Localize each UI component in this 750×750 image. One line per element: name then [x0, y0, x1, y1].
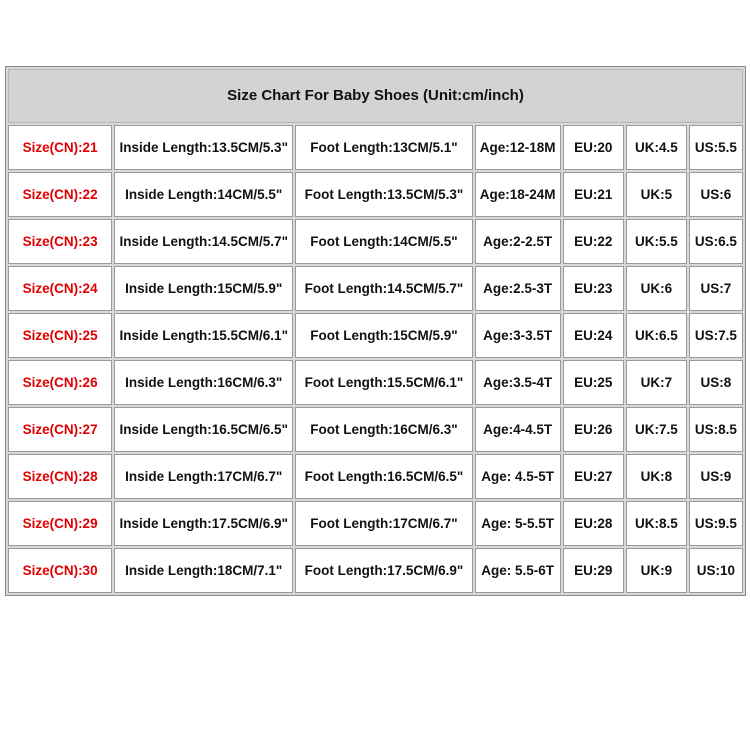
- inside-length-cell: Inside Length:14.5CM/5.7": [114, 219, 293, 264]
- age-cell: Age:18-24M: [475, 172, 561, 217]
- table-row: [8, 360, 743, 405]
- age-cell: Age:2.5-3T: [475, 266, 561, 311]
- us-size-cell: US:9: [689, 454, 743, 499]
- age-cell: Age: 4.5-5T: [475, 454, 561, 499]
- size-cn-cell: Size(CN):26: [8, 360, 112, 405]
- table-row: [8, 501, 743, 546]
- foot-length-cell: Foot Length:14CM/5.5": [295, 219, 472, 264]
- chart-title: Size Chart For Baby Shoes (Unit:cm/inch): [8, 69, 743, 123]
- foot-length-cell: Foot Length:16.5CM/6.5": [295, 454, 472, 499]
- age-cell: Age:2-2.5T: [475, 219, 561, 264]
- table-row: [8, 548, 743, 593]
- us-size-cell: US:10: [689, 548, 743, 593]
- size-table: [6, 123, 745, 595]
- age-cell: Age: 5-5.5T: [475, 501, 561, 546]
- table-row: [8, 454, 743, 499]
- foot-length-cell: Foot Length:13CM/5.1": [295, 125, 472, 170]
- table-row: [8, 172, 743, 217]
- table-row: [8, 266, 743, 311]
- us-size-cell: US:6.5: [689, 219, 743, 264]
- uk-size-cell: UK:6: [626, 266, 687, 311]
- eu-size-cell: EU:29: [563, 548, 624, 593]
- table-row: [8, 313, 743, 358]
- table-body: [8, 125, 743, 593]
- foot-length-cell: Foot Length:14.5CM/5.7": [295, 266, 472, 311]
- eu-size-cell: EU:20: [563, 125, 624, 170]
- uk-size-cell: UK:8: [626, 454, 687, 499]
- inside-length-cell: Inside Length:15.5CM/6.1": [114, 313, 293, 358]
- uk-size-cell: UK:7.5: [626, 407, 687, 452]
- age-cell: Age:12-18M: [475, 125, 561, 170]
- size-cn-cell: Size(CN):27: [8, 407, 112, 452]
- foot-length-cell: Foot Length:17CM/6.7": [295, 501, 472, 546]
- foot-length-cell: Foot Length:17.5CM/6.9": [295, 548, 472, 593]
- us-size-cell: US:7: [689, 266, 743, 311]
- size-cn-cell: Size(CN):22: [8, 172, 112, 217]
- eu-size-cell: EU:24: [563, 313, 624, 358]
- size-cn-cell: Size(CN):29: [8, 501, 112, 546]
- eu-size-cell: EU:27: [563, 454, 624, 499]
- age-cell: Age: 5.5-6T: [475, 548, 561, 593]
- inside-length-cell: Inside Length:17CM/6.7": [114, 454, 293, 499]
- uk-size-cell: UK:6.5: [626, 313, 687, 358]
- size-cn-cell: Size(CN):28: [8, 454, 112, 499]
- table-row: [8, 219, 743, 264]
- size-chart: [5, 66, 746, 596]
- table-row: [8, 407, 743, 452]
- uk-size-cell: UK:7: [626, 360, 687, 405]
- size-cn-cell: Size(CN):23: [8, 219, 112, 264]
- size-cn-cell: Size(CN):24: [8, 266, 112, 311]
- age-cell: Age:3.5-4T: [475, 360, 561, 405]
- eu-size-cell: EU:21: [563, 172, 624, 217]
- us-size-cell: US:8.5: [689, 407, 743, 452]
- inside-length-cell: Inside Length:16CM/6.3": [114, 360, 293, 405]
- uk-size-cell: UK:9: [626, 548, 687, 593]
- foot-length-cell: Foot Length:15CM/5.9": [295, 313, 472, 358]
- inside-length-cell: Inside Length:14CM/5.5": [114, 172, 293, 217]
- age-cell: Age:4-4.5T: [475, 407, 561, 452]
- size-cn-cell: Size(CN):21: [8, 125, 112, 170]
- us-size-cell: US:9.5: [689, 501, 743, 546]
- foot-length-cell: Foot Length:16CM/6.3": [295, 407, 472, 452]
- size-cn-cell: Size(CN):25: [8, 313, 112, 358]
- uk-size-cell: UK:4.5: [626, 125, 687, 170]
- eu-size-cell: EU:25: [563, 360, 624, 405]
- eu-size-cell: EU:22: [563, 219, 624, 264]
- eu-size-cell: EU:23: [563, 266, 624, 311]
- us-size-cell: US:7.5: [689, 313, 743, 358]
- inside-length-cell: Inside Length:16.5CM/6.5": [114, 407, 293, 452]
- inside-length-cell: Inside Length:18CM/7.1": [114, 548, 293, 593]
- inside-length-cell: Inside Length:13.5CM/5.3": [114, 125, 293, 170]
- eu-size-cell: EU:26: [563, 407, 624, 452]
- uk-size-cell: UK:5: [626, 172, 687, 217]
- age-cell: Age:3-3.5T: [475, 313, 561, 358]
- size-cn-cell: Size(CN):30: [8, 548, 112, 593]
- inside-length-cell: Inside Length:17.5CM/6.9": [114, 501, 293, 546]
- table-row: [8, 125, 743, 170]
- uk-size-cell: UK:8.5: [626, 501, 687, 546]
- us-size-cell: US:8: [689, 360, 743, 405]
- uk-size-cell: UK:5.5: [626, 219, 687, 264]
- us-size-cell: US:6: [689, 172, 743, 217]
- inside-length-cell: Inside Length:15CM/5.9": [114, 266, 293, 311]
- foot-length-cell: Foot Length:13.5CM/5.3": [295, 172, 472, 217]
- eu-size-cell: EU:28: [563, 501, 624, 546]
- us-size-cell: US:5.5: [689, 125, 743, 170]
- foot-length-cell: Foot Length:15.5CM/6.1": [295, 360, 472, 405]
